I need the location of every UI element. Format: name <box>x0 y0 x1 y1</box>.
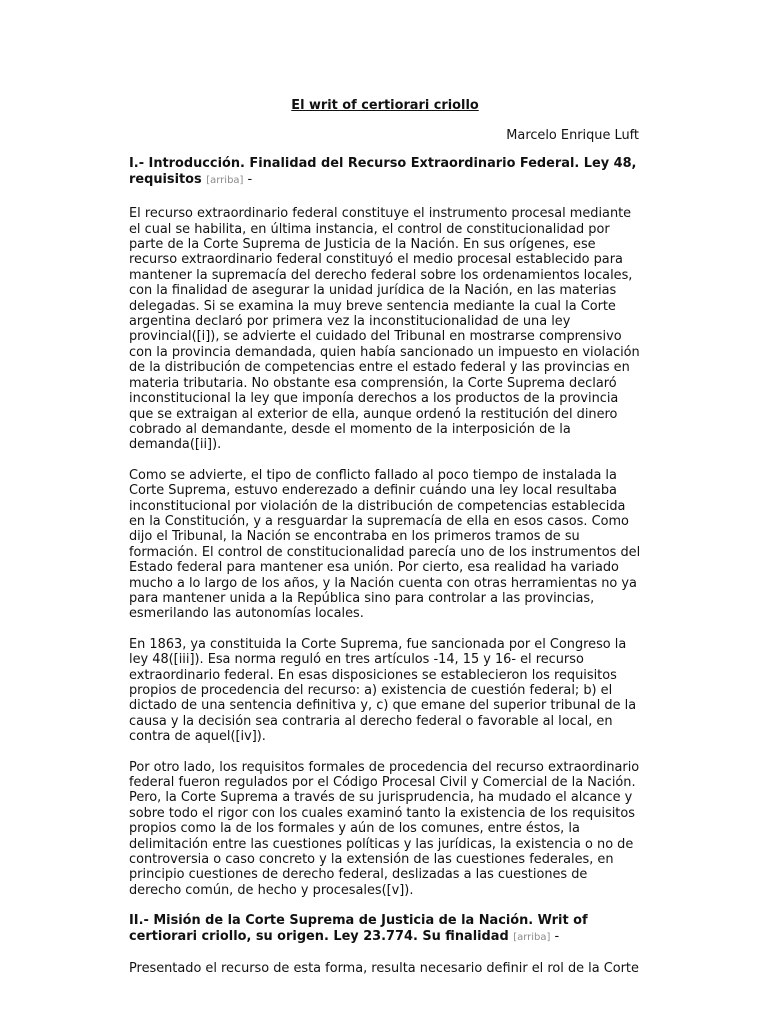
section-heading-1 <box>129 156 641 188</box>
paragraph-3: En 1863, ya constituida la Corte Suprema, fue sancionada por el Congreso la ley 48([iii]). Esa norma reguló en tres artículos -14, 15 y 16- el recurso extraordinario federal. En esas disposiciones se establecieron los requisitos propios de procedencia del recurso: a) existencia de cuestión federal; b) el dictado de una sentencia definitiva y, c) que emane del superior tribunal de la causa y la decisión sea contraria al derecho federal o favorable al local, en contra de aquel([iv]). <box>129 636 637 745</box>
paragraph-2: Como se advierte, el tipo de conflicto fallado al poco tiempo de instalada la Corte Suprema, estuvo enderezado a definir cuándo una ley local resultaba inconstitucional por violación de la distribución de competencias establecida en la Constitución, y a resguardar la supremacía de ella en esos casos. Como dijo el Tribunal, la Nación se encontraba en los primeros tramos de su formación. El control de constitucionalidad parecía uno de los instrumentos del Estado federal para mantener esa unión. Por cierto, esa realidad ha variado mucho a lo largo de los años, y la Nación cuenta con otras herramientas no ya para mantener unida a la República sino para controlar a las provincias, esmerilando las autonomías locales. <box>129 467 641 622</box>
arriba-link-1[interactable]: [arriba] <box>206 174 244 186</box>
document-title: El writ of certiorari criollo <box>291 98 479 113</box>
document-page <box>129 98 641 992</box>
paragraph-5-start: Presentado el recurso de esta forma, resulta necesario definir el rol de la Corte <box>129 961 639 977</box>
author-name: Marcelo Enrique Luft <box>506 128 639 143</box>
paragraph-1: El recurso extraordinario federal constituye el instrumento procesal mediante el cual se habilita, en última instancia, el control de constitucionalidad por parte de la Corte Suprema de Justicia de la Nación. En sus orígenes, ese recurso extraordinario federal constituyó el medio procesal establecido para mantener la supremacía del derecho federal sobre los ordenamientos locales, con la finalidad de asegurar la unidad jurídica de la Nación, en las materias delegadas. Si se examina la muy breve sentencia mediante la cual la Corte argentina declaró por primera vez la inconstitucionalidad de una ley provincial([i]), se advierte el cuidado del Tribunal en mostrarse comprensivo con la provincia demandada, quien había sancionado un impuesto en violación de la distribución de competencias entre el estado federal y las provincias en materia tributaria. No obstante esa comprensión, la Corte Suprema declaró inconstitucional la ley que imponía derechos a los productos de la provincia que se extraigan al exterior de ella, aunque ordenó la restitución del dinero cobrado al demandante, desde el momento de la interposición de la demanda([ii]). <box>129 206 640 453</box>
heading-dash-2: - <box>550 928 560 944</box>
section-heading-1-text: I.- Introducción. Finalidad del Recurso Extraordinario Federal. Ley 48, requisitos <box>129 156 637 187</box>
paragraph-4: Por otro lado, los requisitos formales de procedencia del recurso extraordinario federal fueron regulados por el Código Procesal Civil y Comercial de la Nación. Pero, la Corte Suprema a través de su jurisprudencia, ha mudado el alcance y sobre todo el rigor con los cuales examinó tanto la existencia de los requisitos propios como la de los formales y aún de los comunes, entre éstos, la delimitación entre las cuestiones políticas y las jurídicas, la existencia o no de controversia o caso concreto y la extensión de las cuestiones federales, en principio cuestiones de derecho federal, deslizadas a las cuestiones de derecho común, de hecho y procesales([v]). <box>129 759 640 898</box>
section-heading-2-text: II.- Misión de la Corte Suprema de Justicia de la Nación. Writ of certiorari criollo, su origen. Ley 23.774. Su finalidad <box>129 913 588 944</box>
arriba-link-2[interactable]: [arriba] <box>513 931 551 943</box>
heading-dash-1: - <box>243 171 253 187</box>
section-heading-2 <box>129 913 641 945</box>
